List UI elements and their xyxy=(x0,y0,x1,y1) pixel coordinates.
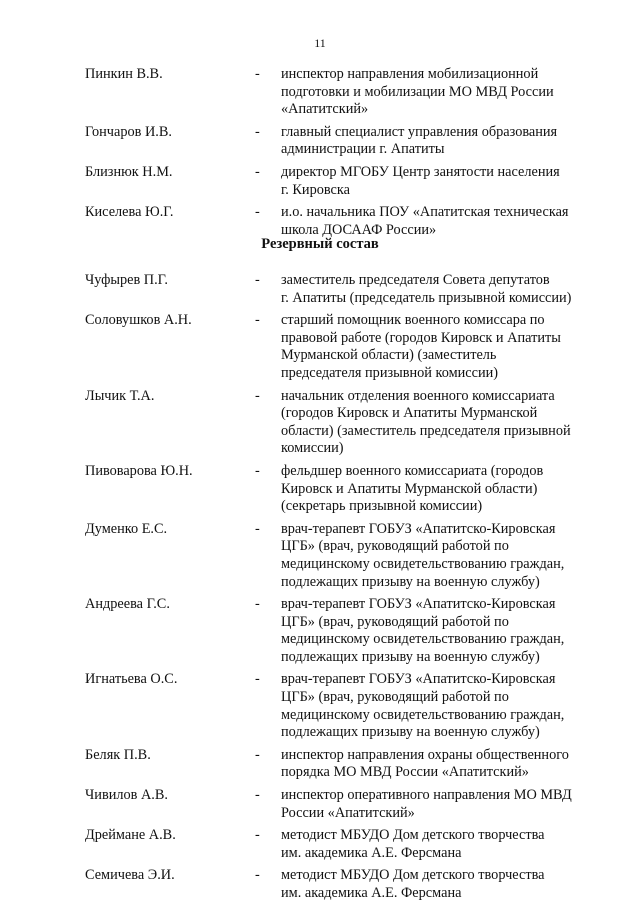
member-entry xyxy=(0,463,640,516)
commission-reserve-list xyxy=(0,272,640,903)
dash-separator: - xyxy=(255,520,260,537)
role-line: главный специалист управления образования xyxy=(281,123,558,140)
role-line: инспектор направления мобилизационной xyxy=(281,66,539,82)
role-line: комиссии) xyxy=(281,440,344,457)
role-line: начальник отделения военного комиссариата xyxy=(281,387,555,404)
member-role xyxy=(281,521,601,591)
role-line: ЦГБ» (врач, руководящий работой по xyxy=(281,689,509,706)
member-entry xyxy=(0,867,640,902)
member-name: Чуфырев П.Г. xyxy=(85,272,168,288)
role-line: ЦГБ» (врач, руководящий работой по xyxy=(281,538,509,555)
member-entry xyxy=(0,787,640,822)
role-line: инспектор оперативного направления МО МВД xyxy=(281,787,572,804)
dash-separator: - xyxy=(255,596,260,613)
dash-separator: - xyxy=(255,123,260,140)
member-role xyxy=(281,204,601,239)
reserve-heading: Резервный состав xyxy=(261,236,379,252)
dash-separator: - xyxy=(255,462,260,479)
member-role xyxy=(281,463,601,516)
role-line: директор МГОБУ Центр занятости населения xyxy=(281,163,560,180)
member-role xyxy=(281,66,601,119)
role-line: методист МБУДО Дом детского творчества xyxy=(281,867,545,884)
member-entry xyxy=(0,124,640,159)
member-entry xyxy=(0,671,640,741)
role-line: фельдшер военного комиссариата (городов xyxy=(281,462,544,479)
dash-separator: - xyxy=(255,746,260,763)
role-line: порядка МО МВД России «Апатитский» xyxy=(281,764,529,781)
dash-separator: - xyxy=(255,827,260,844)
role-line: «Апатитский» xyxy=(281,101,369,118)
dash-separator: - xyxy=(255,204,260,221)
role-line: им. академика А.Е. Ферсмана xyxy=(281,885,462,901)
member-name: Беляк П.В. xyxy=(85,746,151,763)
member-name: Игнатьева О.С. xyxy=(85,671,178,688)
role-line: председателя призывной комиссии) xyxy=(281,364,499,381)
dash-separator: - xyxy=(255,312,260,329)
member-entry xyxy=(0,521,640,591)
member-entry xyxy=(0,204,640,239)
role-line: правовой работе (городов Кировск и Апатиты xyxy=(281,329,561,346)
role-line: инспектор направления охраны общественного xyxy=(281,746,569,763)
role-line: старший помощник военного комиссара по xyxy=(281,312,545,329)
member-name: Близнюк Н.М. xyxy=(85,163,173,180)
member-entry xyxy=(0,596,640,666)
role-line: (городов Кировск и Апатиты Мурманской xyxy=(281,405,538,422)
dash-separator: - xyxy=(255,387,260,404)
member-role xyxy=(281,596,601,666)
dash-separator: - xyxy=(255,671,260,688)
member-name: Андреева Г.С. xyxy=(85,596,170,613)
role-line: (секретарь призывной комиссии) xyxy=(281,498,483,515)
member-role xyxy=(281,747,601,782)
member-name: Пинкин В.В. xyxy=(85,66,163,82)
dash-separator: - xyxy=(255,272,260,288)
commission-main-list xyxy=(0,66,640,239)
role-line: Мурманской области) (заместитель xyxy=(281,347,497,364)
role-line: области) (заместитель председателя призывной xyxy=(281,422,571,439)
role-line: методист МБУДО Дом детского творчества xyxy=(281,827,545,844)
member-role xyxy=(281,124,601,159)
role-line: подлежащих призыву на военную службу) xyxy=(281,648,540,665)
dash-separator: - xyxy=(255,163,260,180)
member-entry xyxy=(0,747,640,782)
member-entry xyxy=(0,827,640,862)
dash-separator: - xyxy=(255,787,260,804)
role-line: администрации г. Апатиты xyxy=(281,141,445,158)
member-name: Соловушков А.Н. xyxy=(85,312,192,329)
role-line: г. Кировска xyxy=(281,181,350,198)
role-line: медицинскому освидетельствованию граждан, xyxy=(281,555,565,572)
page-number: 11 xyxy=(314,36,326,50)
role-line: им. академика А.Е. Ферсмана xyxy=(281,844,462,861)
role-line: подлежащих призыву на военную службу) xyxy=(281,724,540,741)
member-role xyxy=(281,827,601,862)
member-entry xyxy=(0,66,640,119)
role-line: школа ДОСААФ России» xyxy=(281,221,437,238)
member-entry xyxy=(0,312,640,382)
member-name: Дреймане А.В. xyxy=(85,827,176,844)
role-line: врач-терапевт ГОБУЗ «Апатитско-Кировская xyxy=(281,520,556,537)
member-name: Гончаров И.В. xyxy=(85,123,172,140)
member-role xyxy=(281,272,601,307)
member-role xyxy=(281,671,601,741)
member-name: Киселева Ю.Г. xyxy=(85,204,174,221)
member-entry xyxy=(0,164,640,199)
role-line: медицинскому освидетельствованию граждан, xyxy=(281,706,565,723)
member-role xyxy=(281,388,601,458)
role-line: Кировск и Апатиты Мурманской области) xyxy=(281,480,538,497)
role-line: заместитель председателя Совета депутатов xyxy=(281,272,550,288)
member-role xyxy=(281,164,601,199)
role-line: г. Апатиты (председатель призывной комиссии) xyxy=(281,289,572,306)
role-line: медицинскому освидетельствованию граждан, xyxy=(281,631,565,648)
role-line: России «Апатитский» xyxy=(281,804,415,821)
member-entry xyxy=(0,388,640,458)
member-role xyxy=(281,867,601,902)
member-entry xyxy=(0,272,640,307)
member-name: Семичева Э.И. xyxy=(85,867,175,884)
role-line: врач-терапевт ГОБУЗ «Апатитско-Кировская xyxy=(281,671,556,688)
member-name: Лычик Т.А. xyxy=(85,387,155,404)
role-line: ЦГБ» (врач, руководящий работой по xyxy=(281,613,509,630)
role-line: и.о. начальника ПОУ «Апатитская техническая xyxy=(281,204,569,221)
member-name: Думенко Е.С. xyxy=(85,520,168,537)
role-line: подготовки и мобилизации МО МВД России xyxy=(281,83,554,100)
dash-separator: - xyxy=(255,867,260,884)
role-line: врач-терапевт ГОБУЗ «Апатитско-Кировская xyxy=(281,596,556,613)
role-line: подлежащих призыву на военную службу) xyxy=(281,573,540,590)
dash-separator: - xyxy=(255,66,260,82)
member-role xyxy=(281,787,601,822)
member-name: Пивоварова Ю.Н. xyxy=(85,462,193,479)
member-role xyxy=(281,312,601,382)
member-name: Чивилов А.В. xyxy=(85,787,168,804)
